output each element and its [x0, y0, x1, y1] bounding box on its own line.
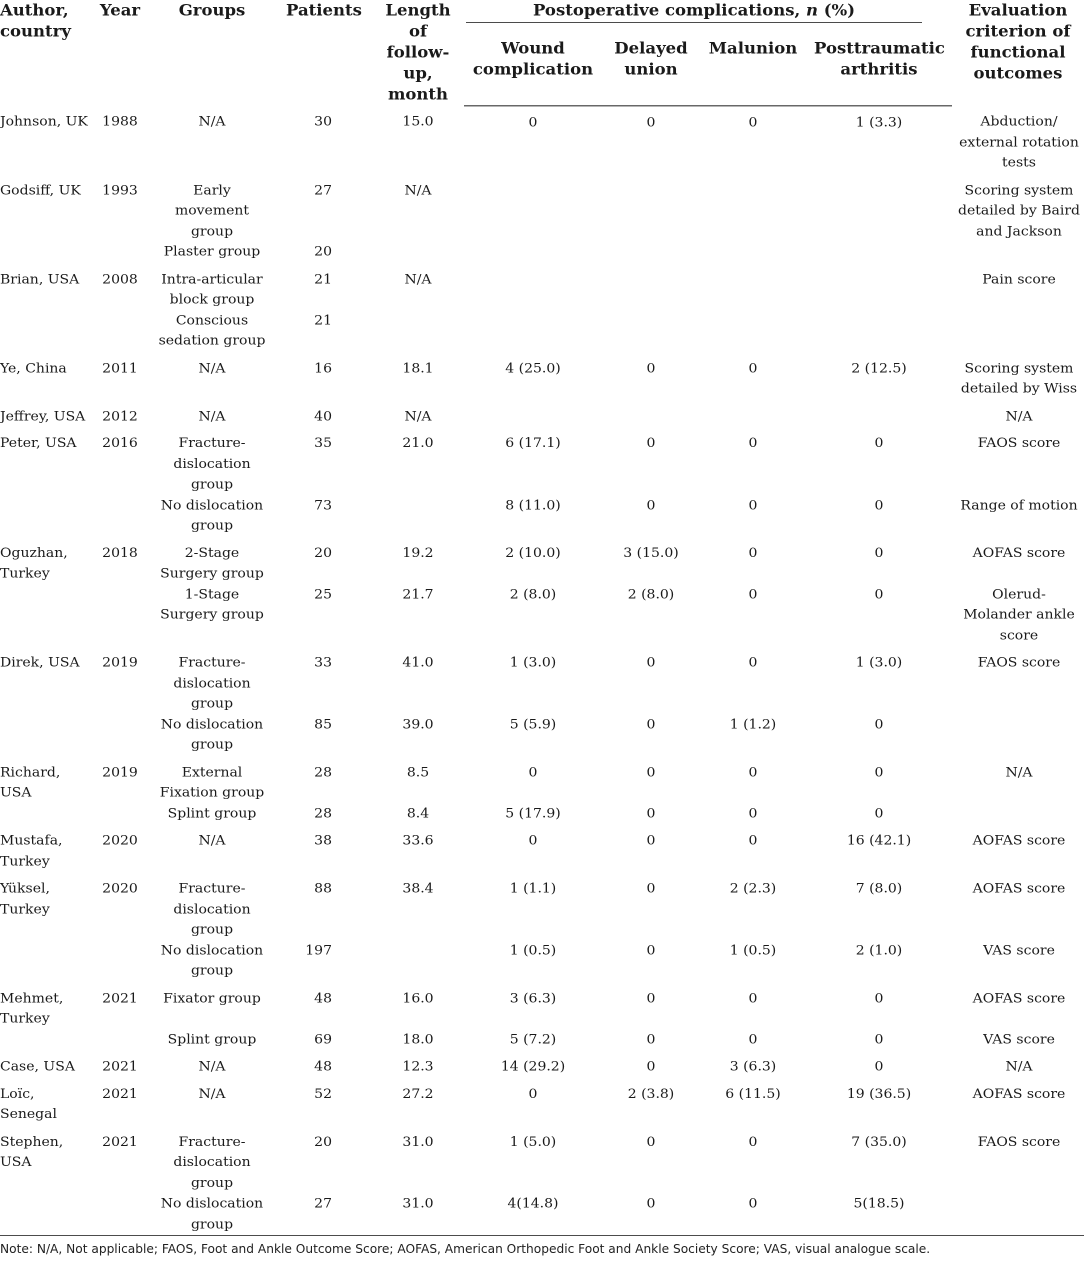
- cell-followup: 38.4: [402, 880, 434, 897]
- header-delayed: Delayed union: [602, 32, 700, 105]
- table-row: [0, 756, 1084, 804]
- cell-author: Richard, USA: [0, 764, 61, 801]
- cell-delayed-union: 0: [646, 1058, 656, 1075]
- cell-wound-complication: 0: [528, 764, 538, 780]
- cell-evaluation: Abduction/ external rotation tests: [959, 113, 1079, 171]
- cell-year: [92, 715, 148, 756]
- cell-posttraumatic-arthritis: 7 (35.0): [851, 1134, 907, 1150]
- cell-evaluation: FAOS score: [977, 1134, 1061, 1150]
- cell-groups: N/A: [198, 832, 226, 849]
- cell-delayed-union: [602, 242, 700, 263]
- cell-malunion: 0: [748, 360, 758, 376]
- cell-evaluation: Pain score: [982, 271, 1056, 287]
- cell-evaluation: AOFAS score: [972, 1086, 1066, 1102]
- cell-followup: 31.0: [402, 1134, 434, 1150]
- cell-posttraumatic-arthritis: 1 (3.0): [855, 654, 903, 671]
- cell-posttraumatic-arthritis: 0: [874, 545, 884, 561]
- cell-followup: 19.2: [402, 545, 434, 561]
- table-row: [0, 427, 1084, 495]
- table-row: [0, 1078, 1084, 1126]
- cell-patients: 28: [314, 805, 332, 821]
- cell-followup: N/A: [404, 408, 432, 424]
- cell-malunion: 0: [748, 545, 758, 561]
- cell-posttraumatic-arthritis: 0: [874, 716, 884, 732]
- cell-groups: Early movement group: [174, 182, 250, 239]
- cell-malunion: 0: [748, 805, 758, 821]
- table-row: [0, 1050, 1084, 1077]
- cell-malunion: 2 (2.3): [729, 880, 777, 897]
- table-row: [0, 1030, 1084, 1051]
- cell-wound-complication: 0: [528, 114, 538, 130]
- cell-year: 2020: [102, 832, 138, 849]
- cell-groups: N/A: [198, 408, 226, 424]
- header-groups: Groups: [178, 0, 246, 20]
- cell-malunion: 6 (11.5): [725, 1086, 781, 1102]
- cell-author: Case, USA: [0, 1058, 75, 1075]
- cell-year: [92, 242, 148, 263]
- cell-patients: 20: [314, 1134, 332, 1150]
- cell-delayed-union: 0: [646, 942, 656, 958]
- cell-wound-complication: 4(14.8): [507, 1195, 559, 1212]
- cell-delayed-union: 3 (15.0): [623, 545, 679, 561]
- cell-followup: [372, 311, 464, 352]
- cell-year: 2021: [102, 1134, 138, 1150]
- cell-malunion: 0: [748, 990, 758, 1006]
- cell-year: 2021: [102, 1086, 138, 1102]
- cell-author: [0, 311, 92, 352]
- cell-year: [92, 495, 148, 536]
- cell-year: [92, 1030, 148, 1051]
- complications-suffix: (%): [817, 0, 856, 20]
- cell-posttraumatic-arthritis: 0: [874, 586, 884, 602]
- cell-author: Brian, USA: [0, 271, 80, 287]
- cell-delayed-union: 0: [646, 880, 656, 897]
- table-row: [0, 824, 1084, 872]
- cell-evaluation: Olerud-Molander ankle score: [963, 586, 1075, 643]
- table-row: [0, 715, 1084, 756]
- cell-groups: Fixator group: [163, 990, 261, 1006]
- cell-wound-complication: 1 (3.0): [509, 654, 557, 671]
- table-row: [0, 311, 1084, 352]
- header-followup: Length of follow-up, month: [385, 0, 451, 104]
- cell-author: [0, 495, 92, 536]
- cell-followup: 39.0: [402, 716, 434, 732]
- header-patients: Patients: [286, 0, 362, 20]
- cell-groups: Fracture-dislocation group: [173, 880, 251, 938]
- cell-delayed-union: 0: [646, 435, 656, 451]
- cell-wound-complication: 1 (0.5): [509, 942, 557, 958]
- cell-evaluation: [952, 1194, 1084, 1235]
- cell-year: 2019: [102, 654, 138, 671]
- table-bottom-rule: [0, 1235, 1084, 1236]
- cell-author: Oguzhan, Turkey: [0, 545, 68, 582]
- cell-evaluation: Range of motion: [960, 497, 1078, 513]
- cell-patients: 48: [314, 1058, 332, 1075]
- cell-year: 2011: [102, 360, 138, 376]
- cell-patients: 25: [314, 586, 332, 602]
- cell-wound-complication: 0: [528, 832, 538, 849]
- cell-patients: 27: [314, 182, 332, 198]
- cell-groups: Fracture-dislocation group: [173, 654, 251, 712]
- cell-author: Direk, USA: [0, 654, 80, 671]
- cell-malunion: 3 (6.3): [729, 1058, 777, 1075]
- cell-followup: 15.0: [402, 113, 434, 130]
- cell-author: Mehmet, Turkey: [0, 990, 64, 1027]
- cell-malunion: 1 (1.2): [729, 716, 777, 732]
- cell-posttraumatic-arthritis: 16 (42.1): [846, 832, 912, 849]
- cell-evaluation: Scoring system detailed by Wiss: [960, 360, 1078, 397]
- cell-delayed-union: 0: [646, 360, 656, 376]
- cell-groups: Plaster group: [163, 244, 261, 260]
- cell-posttraumatic-arthritis: 0: [874, 805, 884, 821]
- cell-delayed-union: 0: [646, 1134, 656, 1150]
- cell-patients: 85: [314, 716, 332, 732]
- cell-wound-complication: 8 (11.0): [505, 497, 561, 513]
- cell-patients: 28: [314, 764, 332, 780]
- table-row: [0, 263, 1084, 311]
- cell-author: Godsiff, UK: [0, 182, 81, 198]
- table-row: [0, 1194, 1084, 1235]
- header-wound: Wound complication: [464, 32, 602, 105]
- cell-malunion: 0: [748, 1134, 758, 1150]
- cell-wound-complication: 2 (8.0): [509, 586, 557, 602]
- cell-year: [92, 804, 148, 825]
- complications-n: n: [805, 0, 818, 20]
- cell-delayed-union: [602, 174, 700, 242]
- cell-delayed-union: 0: [646, 716, 656, 732]
- cell-posttraumatic-arthritis: [806, 400, 952, 427]
- cell-posttraumatic-arthritis: 0: [874, 1058, 884, 1075]
- cell-evaluation: AOFAS score: [972, 545, 1066, 561]
- cell-author: Ye, China: [0, 360, 67, 376]
- table-header: [0, 0, 1084, 105]
- cell-posttraumatic-arthritis: 0: [874, 764, 884, 780]
- cell-patients: 69: [314, 1031, 332, 1047]
- cell-malunion: 0: [748, 586, 758, 602]
- cell-author: [0, 804, 92, 825]
- cell-malunion: 0: [748, 435, 758, 451]
- cell-evaluation: N/A: [1005, 764, 1033, 780]
- cell-evaluation: [952, 715, 1084, 756]
- cell-author: Peter, USA: [0, 435, 77, 451]
- cell-patients: 30: [314, 113, 332, 130]
- cell-followup: 16.0: [402, 990, 434, 1006]
- cell-patients: 20: [314, 545, 332, 561]
- cell-patients: 73: [314, 497, 332, 513]
- cell-malunion: 0: [748, 497, 758, 513]
- table-row: [0, 1125, 1084, 1193]
- cell-evaluation: VAS score: [983, 1031, 1055, 1047]
- cell-groups: No dislocation group: [160, 942, 264, 979]
- cell-wound-complication: 5 (7.2): [509, 1031, 557, 1047]
- cell-malunion: 1 (0.5): [729, 942, 777, 958]
- cell-groups: No dislocation group: [160, 1195, 264, 1232]
- table-row: [0, 352, 1084, 400]
- cell-followup: 8.4: [406, 805, 430, 821]
- cell-evaluation: AOFAS score: [972, 880, 1066, 897]
- cell-groups: No dislocation group: [160, 497, 264, 534]
- cell-evaluation: N/A: [1005, 408, 1033, 424]
- cell-delayed-union: 0: [646, 114, 656, 130]
- cell-evaluation: VAS score: [983, 942, 1055, 958]
- cell-malunion: [700, 311, 806, 352]
- cell-patients: 38: [314, 832, 332, 849]
- cell-patients: 20: [314, 244, 332, 260]
- cell-wound-complication: 5 (17.9): [505, 805, 561, 821]
- cell-patients: 21: [314, 312, 332, 328]
- header-author: Author, country: [0, 0, 71, 41]
- cell-posttraumatic-arthritis: [806, 263, 952, 311]
- cell-year: 2008: [102, 271, 138, 287]
- table-row: [0, 646, 1084, 714]
- cell-malunion: 0: [748, 832, 758, 849]
- cell-followup: 27.2: [402, 1086, 434, 1102]
- cell-malunion: 0: [748, 114, 758, 130]
- cell-evaluation: [952, 804, 1084, 825]
- header-complications: [464, 0, 952, 32]
- cell-evaluation: FAOS score: [977, 654, 1061, 671]
- cell-wound-complication: 4 (25.0): [505, 360, 561, 376]
- header-malunion: Malunion: [700, 32, 806, 105]
- cell-followup: [372, 242, 464, 263]
- cell-year: 1993: [102, 182, 138, 198]
- cell-delayed-union: 0: [646, 832, 656, 849]
- cell-posttraumatic-arthritis: 0: [874, 497, 884, 513]
- header-evaluation: Evaluation criterion of functional outcomes: [965, 0, 1071, 83]
- cell-evaluation: Scoring system detailed by Baird and Jackson: [958, 182, 1080, 239]
- cell-malunion: 0: [748, 654, 758, 671]
- cell-author: [0, 715, 92, 756]
- cell-wound-complication: [464, 263, 602, 311]
- cell-delayed-union: 0: [646, 805, 656, 821]
- cell-posttraumatic-arthritis: [806, 311, 952, 352]
- cell-malunion: [700, 400, 806, 427]
- cell-year: 2016: [102, 435, 138, 451]
- table-row: [0, 584, 1084, 646]
- cell-groups: Intra-articular block group: [161, 271, 263, 308]
- cell-followup: 31.0: [402, 1195, 434, 1212]
- cell-author: Jeffrey, USA: [0, 408, 86, 424]
- cell-author: [0, 1194, 92, 1235]
- cell-author: [0, 242, 92, 263]
- cell-year: [92, 1194, 148, 1235]
- cell-wound-complication: 6 (17.1): [505, 435, 561, 451]
- cell-wound-complication: 3 (6.3): [509, 990, 557, 1006]
- cell-delayed-union: 0: [646, 990, 656, 1006]
- cell-year: 1988: [102, 113, 138, 130]
- cell-wound-complication: [464, 242, 602, 263]
- cell-posttraumatic-arthritis: 0: [874, 990, 884, 1006]
- cell-posttraumatic-arthritis: [806, 242, 952, 263]
- table-row: [0, 941, 1084, 982]
- cell-followup: N/A: [404, 182, 432, 198]
- table-row: [0, 105, 1084, 173]
- cell-patients: 33: [314, 654, 332, 671]
- cell-followup: 41.0: [402, 654, 434, 671]
- cell-wound-complication: 5 (5.9): [509, 716, 557, 732]
- table-row: [0, 400, 1084, 427]
- cell-groups: N/A: [198, 360, 226, 376]
- cell-year: [92, 941, 148, 982]
- cell-groups: Splint group: [167, 1031, 257, 1047]
- cell-year: [92, 584, 148, 646]
- cell-followup: 33.6: [402, 832, 434, 849]
- cell-patients: 16: [314, 360, 332, 376]
- table-body: [0, 105, 1084, 1235]
- cell-year: 2021: [102, 1058, 138, 1075]
- cell-posttraumatic-arthritis: 2 (1.0): [855, 942, 903, 958]
- cell-followup: 8.5: [406, 764, 430, 780]
- cell-delayed-union: 0: [646, 1195, 656, 1212]
- cell-followup: N/A: [404, 271, 432, 287]
- cell-groups: 1-Stage Surgery group: [160, 586, 264, 623]
- cell-posttraumatic-arthritis: 5(18.5): [853, 1195, 905, 1212]
- table-row: [0, 537, 1084, 585]
- cell-delayed-union: 2 (3.8): [627, 1086, 675, 1102]
- cell-evaluation: N/A: [1005, 1058, 1033, 1075]
- cell-malunion: [700, 242, 806, 263]
- cell-author: Johnson, UK: [0, 113, 88, 130]
- cell-patients: 27: [314, 1195, 332, 1212]
- header-arthritis: Posttraumatic arthritis: [806, 32, 952, 105]
- cell-patients: 52: [314, 1086, 332, 1102]
- cell-posttraumatic-arthritis: 0: [874, 1031, 884, 1047]
- cell-posttraumatic-arthritis: 1 (3.3): [855, 114, 903, 130]
- cell-delayed-union: 2 (8.0): [627, 586, 675, 602]
- table-row: [0, 872, 1084, 940]
- cell-year: [92, 311, 148, 352]
- cell-delayed-union: 0: [646, 764, 656, 780]
- cell-author: [0, 1030, 92, 1051]
- table-row: [0, 982, 1084, 1030]
- cell-year: 2012: [102, 408, 138, 424]
- cell-year: 2021: [102, 990, 138, 1006]
- cell-delayed-union: [602, 400, 700, 427]
- cell-malunion: 0: [748, 764, 758, 780]
- cell-year: 2019: [102, 764, 138, 780]
- cell-evaluation: [952, 242, 1084, 263]
- cell-delayed-union: 0: [646, 497, 656, 513]
- cell-patients: 48: [314, 990, 332, 1006]
- cell-followup: 18.0: [402, 1031, 434, 1047]
- cell-patients: 88: [314, 880, 332, 897]
- cell-wound-complication: [464, 174, 602, 242]
- cell-delayed-union: [602, 311, 700, 352]
- cell-followup: 12.3: [402, 1058, 434, 1075]
- cell-wound-complication: 14 (29.2): [500, 1058, 566, 1075]
- cell-followup: [372, 941, 464, 982]
- cell-wound-complication: 0: [528, 1086, 538, 1102]
- cell-evaluation: AOFAS score: [972, 990, 1066, 1006]
- cell-groups: Conscious sedation group: [158, 312, 266, 349]
- table-row: [0, 495, 1084, 536]
- cell-posttraumatic-arthritis: 7 (8.0): [855, 880, 903, 897]
- header-year: Year: [99, 0, 141, 20]
- cell-wound-complication: [464, 400, 602, 427]
- cell-evaluation: FAOS score: [977, 435, 1061, 451]
- cell-patients: 40: [314, 408, 332, 424]
- cell-wound-complication: [464, 311, 602, 352]
- cell-malunion: [700, 174, 806, 242]
- cell-evaluation: [952, 311, 1084, 352]
- cell-patients: 197: [305, 942, 332, 958]
- cell-patients: 21: [314, 271, 332, 287]
- cell-author: Mustafa, Turkey: [0, 832, 63, 869]
- cell-posttraumatic-arthritis: 19 (36.5): [846, 1086, 912, 1102]
- cell-author: Yüksel, Turkey: [0, 880, 50, 917]
- table-row: [0, 174, 1084, 242]
- cell-groups: N/A: [198, 1086, 226, 1102]
- cell-author: Loïc, Senegal: [0, 1086, 57, 1123]
- complications-heading: [466, 0, 922, 23]
- cell-author: [0, 584, 92, 646]
- cell-author: Stephen, USA: [0, 1134, 64, 1170]
- table-row: [0, 804, 1084, 825]
- cell-groups: Splint group: [167, 805, 257, 821]
- cell-posttraumatic-arthritis: [806, 174, 952, 242]
- cell-posttraumatic-arthritis: 2 (12.5): [851, 360, 907, 376]
- cell-year: 2020: [102, 880, 138, 897]
- cell-malunion: [700, 263, 806, 311]
- cell-wound-complication: 2 (10.0): [505, 545, 561, 561]
- cell-malunion: 0: [748, 1195, 758, 1212]
- cell-followup: 18.1: [402, 360, 434, 376]
- table-row: [0, 242, 1084, 263]
- cell-evaluation: AOFAS score: [972, 832, 1066, 849]
- cell-malunion: 0: [748, 1031, 758, 1047]
- cell-followup: 21.7: [402, 586, 434, 602]
- cell-patients: 35: [314, 435, 332, 451]
- table-note: Note: N/A, Not applicable; FAOS, Foot and Ankle Outcome Score; AOFAS, American Orthopedic Foot and Ankle Society Score; VAS, visual analogue scale.: [0, 1242, 931, 1256]
- cell-posttraumatic-arthritis: 0: [874, 435, 884, 451]
- cell-year: 2018: [102, 545, 138, 561]
- cell-groups: Fracture-dislocation group: [173, 1134, 251, 1191]
- cell-wound-complication: 1 (5.0): [509, 1134, 557, 1150]
- cell-groups: N/A: [198, 1058, 226, 1075]
- cell-groups: N/A: [198, 113, 226, 130]
- cell-followup: 21.0: [402, 435, 434, 451]
- cell-delayed-union: 0: [646, 654, 656, 671]
- cell-author: [0, 941, 92, 982]
- complications-prefix: Postoperative complications,: [532, 0, 806, 20]
- cell-delayed-union: [602, 263, 700, 311]
- cell-groups: 2-Stage Surgery group: [160, 545, 264, 582]
- cell-groups: Fracture-dislocation group: [173, 435, 251, 493]
- cell-wound-complication: 1 (1.1): [509, 880, 557, 897]
- cell-delayed-union: 0: [646, 1031, 656, 1047]
- cell-groups: No dislocation group: [160, 716, 264, 753]
- cell-followup: [372, 495, 464, 536]
- cell-groups: External Fixation group: [159, 764, 265, 801]
